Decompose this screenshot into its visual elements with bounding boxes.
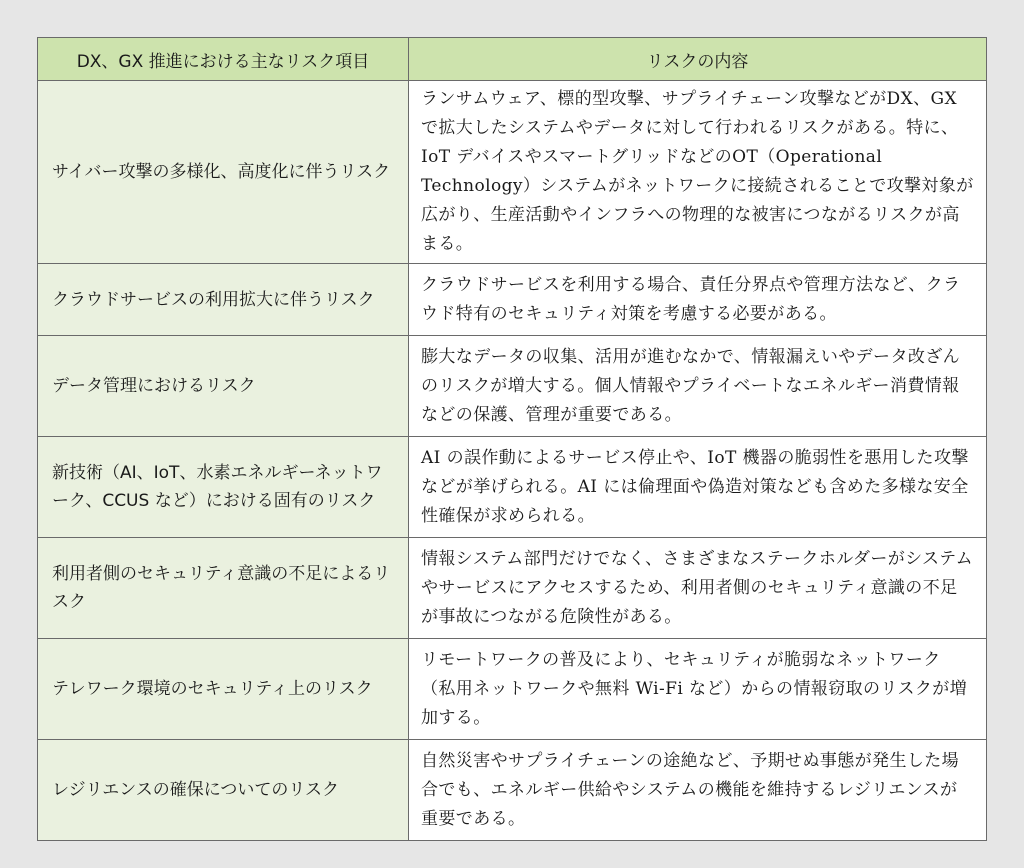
risk-content-cell: 膨大なデータの収集、活用が進むなかで、情報漏えいやデータ改ざんのリスクが増大する。個人情報やプライベートなエネルギー消費情報などの保護、管理が重要である。	[409, 336, 987, 437]
header-risk-content: リスクの内容	[409, 38, 987, 81]
table-row	[38, 437, 987, 538]
risk-table	[37, 37, 987, 841]
header-row	[38, 38, 987, 81]
risk-item-cell: レジリエンスの確保についてのリスク	[38, 740, 409, 841]
table-row	[38, 264, 987, 336]
risk-item-cell: 利用者側のセキュリティ意識の不足によるリスク	[38, 538, 409, 639]
risk-item-cell: テレワーク環境のセキュリティ上のリスク	[38, 639, 409, 740]
risk-item-cell: 新技術（AI、IoT、水素エネルギーネットワーク、CCUS など）における固有のリスク	[38, 437, 409, 538]
risk-content-cell: 情報システム部門だけでなく、さまざまなステークホルダーがシステムやサービスにアクセスするため、利用者側のセキュリティ意識の不足が事故につながる危険性がある。	[409, 538, 987, 639]
table-row	[38, 336, 987, 437]
table-row	[38, 538, 987, 639]
risk-item-cell: データ管理におけるリスク	[38, 336, 409, 437]
risk-content-cell: AI の誤作動によるサービス停止や、IoT 機器の脆弱性を悪用した攻撃などが挙げられる。AI には倫理面や偽造対策なども含めた多様な安全性確保が求められる。	[409, 437, 987, 538]
risk-item-cell: クラウドサービスの利用拡大に伴うリスク	[38, 264, 409, 336]
table-row	[38, 81, 987, 264]
risk-content-cell: クラウドサービスを利用する場合、責任分界点や管理方法など、クラウド特有のセキュリティ対策を考慮する必要がある。	[409, 264, 987, 336]
risk-content-cell: リモートワークの普及により、セキュリティが脆弱なネットワーク（私用ネットワークや無料 Wi-Fi など）からの情報窃取のリスクが増加する。	[409, 639, 987, 740]
table-row	[38, 639, 987, 740]
risk-content-cell: 自然災害やサプライチェーンの途絶など、予期せぬ事態が発生した場合でも、エネルギー供給やシステムの機能を維持するレジリエンスが重要である。	[409, 740, 987, 841]
risk-content-cell: ランサムウェア、標的型攻撃、サプライチェーン攻撃などがDX、GX で拡大したシステムやデータに対して行われるリスクがある。特に、IoT デバイスやスマートグリッドなどのOT（Operational Technology）システムがネットワークに接続されることで攻撃対象が広がり、生産活動やインフラへの物理的な被害につながるリスクが高まる。	[409, 81, 987, 264]
risk-item-cell: サイバー攻撃の多様化、高度化に伴うリスク	[38, 81, 409, 264]
header-risk-item: DX、GX 推進における主なリスク項目	[38, 38, 409, 81]
table-row	[38, 740, 987, 841]
